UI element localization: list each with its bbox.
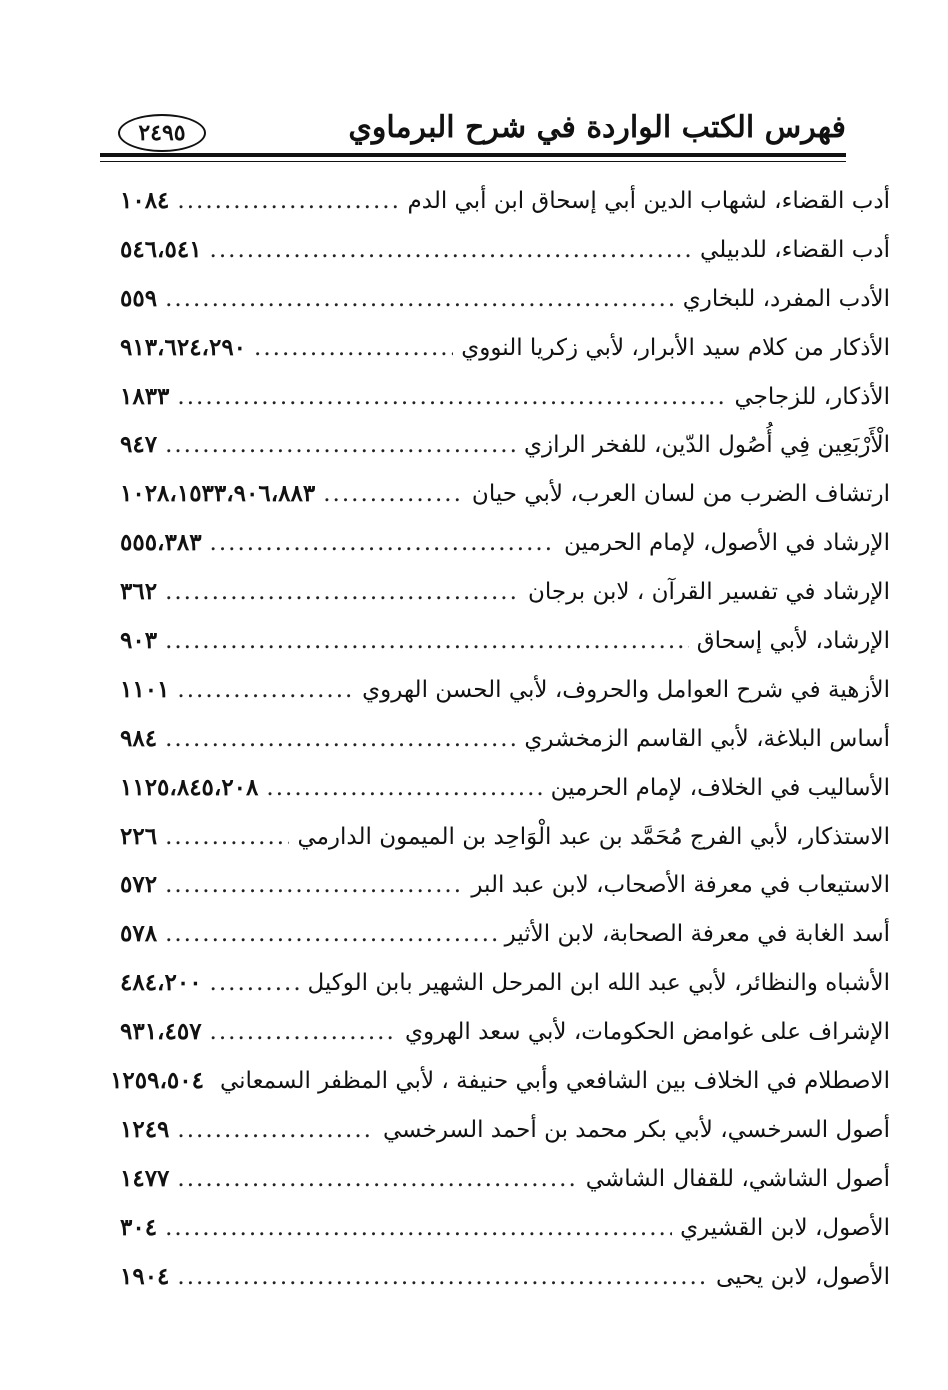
entry-title: الأساليب في الخلاف، لإمام الحرمين xyxy=(550,774,890,801)
entry-title: الإرشاد في الأصول، لإمام الحرمين xyxy=(564,530,890,557)
index-entry xyxy=(120,236,890,285)
dot-leader xyxy=(177,1264,708,1290)
dot-leader xyxy=(177,1166,577,1192)
entry-title: الأدب المفرد، للبخاري xyxy=(682,285,890,312)
index-entry xyxy=(120,1165,890,1214)
index-entry xyxy=(120,431,890,480)
index-entry xyxy=(120,285,890,334)
entry-page-numbers: ٥٧٢ xyxy=(120,871,158,899)
page-header xyxy=(100,104,846,152)
dot-leader xyxy=(210,970,300,996)
entry-title: الإرشاد في تفسير القرآن ، لابن برجان xyxy=(527,579,890,606)
entry-page-numbers: ٢٢٦ xyxy=(120,822,158,850)
dot-leader xyxy=(165,726,516,752)
dot-leader xyxy=(165,628,689,654)
entry-title: الاصطلام في الخلاف بين الشافعي وأبي حنيفة ، لأبي المظفر السمعاني xyxy=(219,1068,890,1095)
dot-leader xyxy=(210,1019,397,1045)
dot-leader xyxy=(165,579,520,605)
dot-leader xyxy=(165,872,463,898)
dot-leader xyxy=(165,286,675,312)
index-entry xyxy=(120,578,890,627)
entry-title: الأشباه والنظائر، لأبي عبد الله ابن المرحل الشهير بابن الوكيل xyxy=(307,970,890,997)
index-entry xyxy=(120,383,890,432)
entry-page-numbers: ٩٤٧ xyxy=(120,431,158,459)
index-entry xyxy=(120,920,890,969)
entry-title: أصول الشاشي، للقفال الشاشي xyxy=(585,1165,890,1192)
dot-leader xyxy=(165,1215,672,1241)
entry-page-numbers: ١٨٣٣ xyxy=(120,382,170,410)
running-title: فهرس الكتب الواردة في شرح البرماوي xyxy=(348,110,846,145)
entry-page-numbers: ٣٦٢ xyxy=(120,578,158,606)
entry-page-numbers: ١٤٧٧ xyxy=(120,1164,170,1192)
entry-page-numbers: ٩٨٤ xyxy=(120,724,158,752)
dot-leader xyxy=(210,237,693,263)
index-entry xyxy=(120,334,890,383)
entry-title: ارتشاف الضرب من لسان العرب، لأبي حيان xyxy=(471,481,890,508)
entry-page-numbers: ١٢٤٩ xyxy=(120,1115,170,1143)
dot-leader xyxy=(323,481,464,507)
entry-page-numbers: ١٠٢٨،١٥٣٣،٩٠٦،٨٨٣ xyxy=(120,480,316,508)
dot-leader xyxy=(210,530,556,556)
entry-title: الْأَرْبَعِين فِي أُصُول الدّين، للفخر الرازي xyxy=(524,432,890,459)
entry-page-numbers: ٤٨٤،٢٠٠ xyxy=(120,969,202,997)
entry-page-numbers: ١٠٨٤ xyxy=(120,187,170,214)
index-entry xyxy=(120,1116,890,1165)
entry-page-numbers: ١١٢٥،٨٤٥،٢٠٨ xyxy=(120,773,259,801)
dot-leader xyxy=(165,824,289,850)
entry-title: أصول السرخسي، لأبي بكر محمد بن أحمد السرخسي xyxy=(382,1116,890,1143)
entry-page-numbers: ٩١٣،٦٢٤،٢٩٠ xyxy=(120,333,247,361)
entry-title: الأذكار، للزجاجي xyxy=(734,383,890,410)
dot-leader xyxy=(177,188,399,214)
entry-page-numbers: ١٢٥٩،٥٠٤ xyxy=(110,1067,204,1095)
dot-leader xyxy=(177,1117,375,1143)
entry-title: الأزهية في شرح العوامل والحروف، لأبي الحسن الهروي xyxy=(362,676,890,703)
entry-page-numbers: ٥٥٥،٣٨٣ xyxy=(120,529,202,557)
entry-page-numbers: ٩٣١،٤٥٧ xyxy=(120,1018,202,1046)
entry-title: أدب القضاء، لشهاب الدين أبي إسحاق ابن أبي الدم xyxy=(407,188,890,214)
entry-page-numbers: ٥٥٩ xyxy=(120,284,158,312)
entry-page-numbers: ٣٠٤ xyxy=(120,1213,158,1241)
entry-title: الأصول، لابن القشيري xyxy=(680,1214,890,1241)
entry-title: الأصول، لابن يحيى xyxy=(715,1263,890,1290)
index-entry xyxy=(120,871,890,920)
index-entry xyxy=(120,725,890,774)
index-entry xyxy=(120,627,890,676)
header-rule-thick xyxy=(100,153,846,157)
entry-title: أساس البلاغة، لأبي القاسم الزمخشري xyxy=(524,725,890,752)
index-entry xyxy=(120,1214,890,1263)
entry-page-numbers: ١٩٠٤ xyxy=(120,1262,170,1290)
entry-page-numbers: ١١٠١ xyxy=(120,675,170,703)
index-entry xyxy=(120,1263,890,1312)
entry-page-numbers: ٩٠٣ xyxy=(120,627,158,655)
index-entry xyxy=(120,1018,890,1067)
entry-title: الأذكار من كلام سيد الأبرار، لأبي زكريا النووي xyxy=(461,334,890,361)
entry-title: الإرشاد، لأبي إسحاق xyxy=(696,628,890,655)
dot-leader xyxy=(254,335,453,361)
entry-page-numbers: ٥٧٨ xyxy=(120,920,158,948)
dot-leader xyxy=(177,384,726,410)
index-entry xyxy=(120,187,890,236)
index-entry xyxy=(120,969,890,1018)
header-rule-thin xyxy=(100,161,846,162)
entry-title: أدب القضاء، للدبيلي xyxy=(700,236,890,263)
entry-title: الاستيعاب في معرفة الأصحاب، لابن عبد البر xyxy=(471,872,890,899)
dot-leader xyxy=(266,775,542,801)
dot-leader xyxy=(177,677,354,703)
index-entry xyxy=(110,1067,890,1116)
index-entry xyxy=(120,823,890,872)
index-entry xyxy=(120,480,890,529)
index-entry-list xyxy=(110,187,890,1311)
entry-title: الإشراف على غوامض الحكومات، لأبي سعد الهروي xyxy=(404,1019,890,1046)
entry-title: الاستذكار، لأبي الفرج مُحَمَّد بن عبد الْوَاحِد بن الميمون الدارمي xyxy=(297,823,890,850)
entry-title: أسد الغابة في معرفة الصحابة، لابن الأثير xyxy=(504,921,890,948)
dot-leader xyxy=(165,432,516,458)
index-entry xyxy=(120,529,890,578)
entry-page-numbers: ٥٤٦،٥٤١ xyxy=(120,235,202,263)
page-number-badge: ٢٤٩٥ xyxy=(118,114,206,152)
dot-leader xyxy=(165,921,497,947)
index-entry xyxy=(120,676,890,725)
index-entry xyxy=(120,774,890,823)
